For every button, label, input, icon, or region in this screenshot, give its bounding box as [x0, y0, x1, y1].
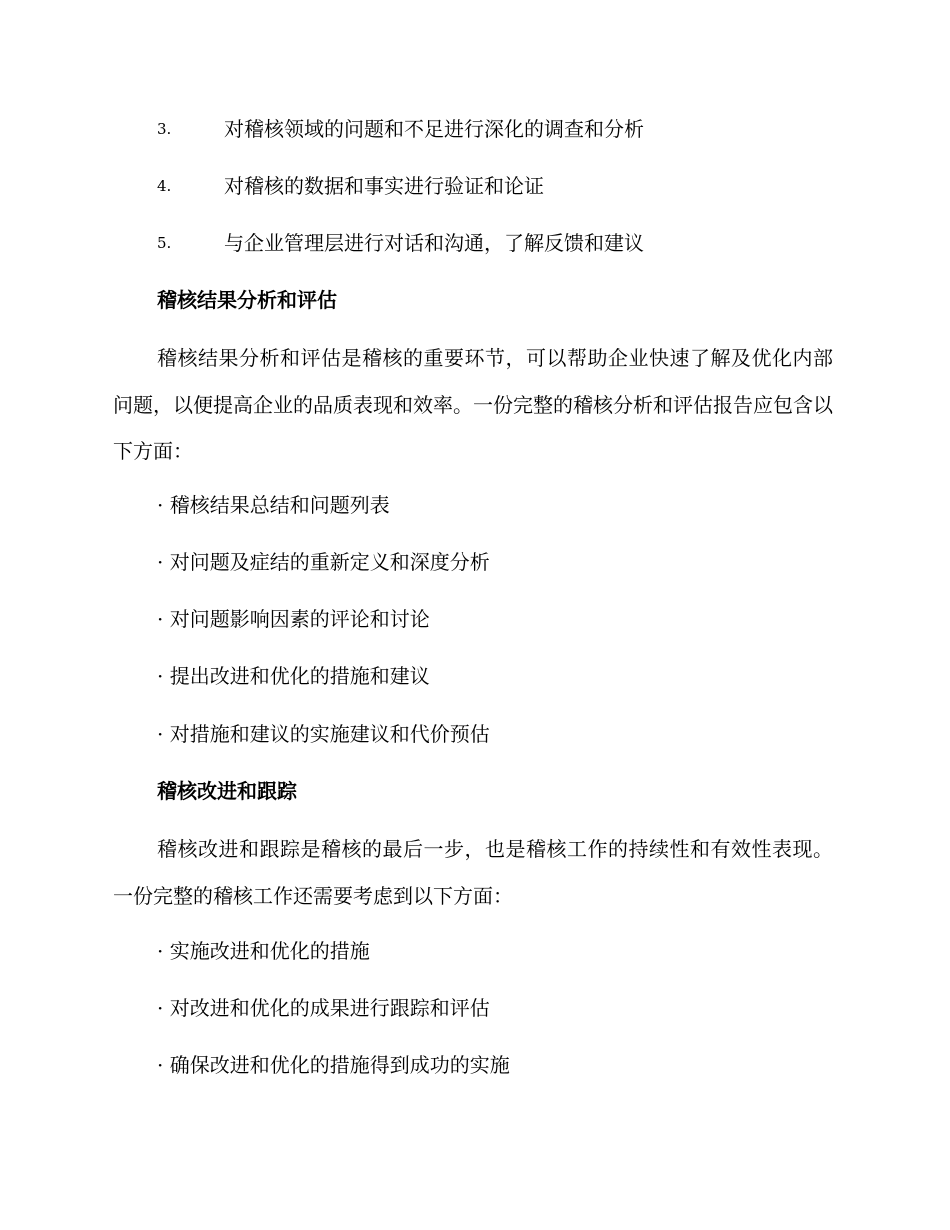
section-heading: 稽核结果分析和评估 [157, 288, 337, 312]
list-number: 5. [157, 234, 172, 252]
section-heading: 稽核改进和跟踪 [157, 779, 297, 803]
bullet-item: · 对措施和建议的实施建议和代价预估 [157, 722, 490, 746]
bullet-item: · 对改进和优化的成果进行跟踪和评估 [157, 996, 490, 1020]
bullet-item: · 实施改进和优化的措施 [157, 939, 370, 963]
bullet-item: · 对问题影响因素的评论和讨论 [157, 607, 430, 631]
bullet-item: · 稽核结果总结和问题列表 [157, 493, 390, 517]
list-item-text: 对稽核领域的问题和不足进行深化的调查和分析 [224, 117, 644, 141]
list-item-text: 与企业管理层进行对话和沟通，了解反馈和建议 [224, 231, 644, 255]
section-paragraph: 稽核结果分析和评估是稽核的重要环节，可以帮助企业快速了解及优化内部问题，以便提高企业的品质表现和效率。一份完整的稽核分析和评估报告应包含以下方面： [113, 346, 833, 463]
list-number: 3. [157, 120, 172, 138]
section-paragraph: 稽核改进和跟踪是稽核的最后一步，也是稽核工作的持续性和有效性表现。一份完整的稽核工作还需要考虑到以下方面： [113, 837, 833, 908]
bullet-item: · 提出改进和优化的措施和建议 [157, 664, 430, 688]
list-item-text: 对稽核的数据和事实进行验证和论证 [224, 174, 544, 198]
bullet-item: · 确保改进和优化的措施得到成功的实施 [157, 1053, 510, 1077]
list-number: 4. [157, 177, 172, 195]
bullet-item: · 对问题及症结的重新定义和深度分析 [157, 550, 490, 574]
